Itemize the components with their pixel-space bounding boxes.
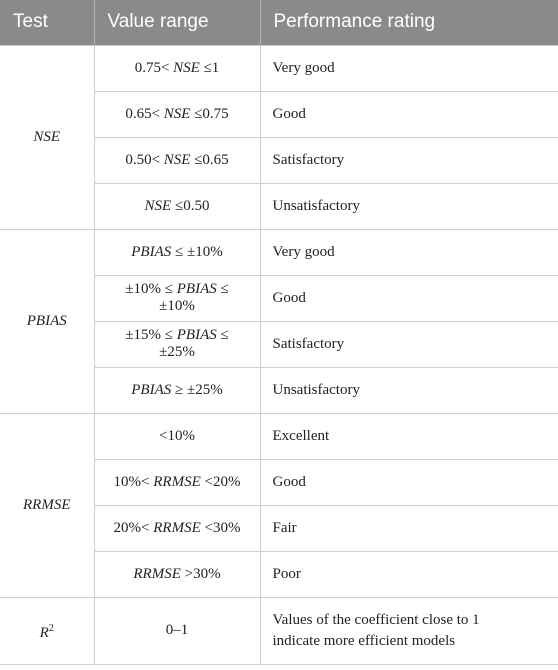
range-prefix: ±15% ≤ — [125, 327, 177, 343]
header-test: Test — [0, 0, 94, 45]
range-metric: PBIAS — [176, 281, 217, 297]
rating-cell: Fair — [260, 505, 558, 551]
rating-cell: Good — [260, 275, 558, 321]
value-range-cell — [94, 551, 260, 597]
range-metric: RRMSE — [153, 473, 201, 490]
rating-cell: Satisfactory — [260, 137, 558, 183]
range-suffix: ≤1 — [199, 59, 220, 76]
value-range-cell — [94, 321, 260, 367]
range-suffix: ≤0.50 — [171, 197, 210, 214]
range-suffix: ≤ ±10% — [171, 243, 223, 260]
range-prefix: ±10% ≤ — [125, 281, 177, 297]
test-cell-nse: NSE — [0, 45, 94, 229]
test-cell-pbias: PBIAS — [0, 229, 94, 413]
test-cell-r2 — [0, 597, 94, 664]
value-range-cell — [94, 413, 260, 459]
range-metric: PBIAS — [131, 381, 172, 398]
value-range-cell — [94, 367, 260, 413]
r2-superscript: 2 — [48, 622, 54, 634]
range-prefix: 0.50< — [125, 151, 164, 168]
range-suffix: >30% — [180, 565, 221, 582]
range-metric: NSE — [144, 197, 172, 214]
range-metric: RRMSE — [153, 519, 201, 536]
rating-cell: Unsatisfactory — [260, 183, 558, 229]
rating-cell: Good — [260, 91, 558, 137]
value-range-cell — [94, 505, 260, 551]
range-prefix: 10%< — [113, 473, 154, 490]
range-suffix: <20% — [200, 473, 241, 490]
rating-line-1: Values of the coefficient close to 1 — [272, 611, 480, 628]
rating-cell: Poor — [260, 551, 558, 597]
test-cell-rrmse: RRMSE — [0, 413, 94, 597]
rating-cell: Satisfactory — [260, 321, 558, 367]
rating-cell: Very good — [260, 229, 558, 275]
table-row — [0, 413, 558, 459]
value-range-cell — [94, 183, 260, 229]
range-metric: RRMSE — [133, 565, 181, 582]
value-range-cell — [94, 459, 260, 505]
range-suffix: ≤0.75 — [190, 105, 229, 122]
header-value-range: Value range — [94, 0, 260, 45]
range-prefix: 0.65< — [125, 105, 164, 122]
range-metric: PBIAS — [176, 327, 217, 343]
range-suffix: ≥ ±25% — [171, 381, 223, 398]
header-performance-rating: Performance rating — [260, 0, 558, 45]
range-metric: NSE — [173, 59, 200, 76]
header-row — [0, 0, 558, 45]
value-range-cell — [94, 229, 260, 275]
table-row — [0, 597, 558, 664]
r2-symbol: R — [39, 624, 49, 641]
rating-cell: Very good — [260, 45, 558, 91]
rating-cell: Excellent — [260, 413, 558, 459]
range-suffix: ≤0.65 — [190, 151, 229, 168]
rating-cell: Unsatisfactory — [260, 367, 558, 413]
value-range-cell — [94, 275, 260, 321]
rating-cell: Good — [260, 459, 558, 505]
table-row — [0, 45, 558, 91]
table-body — [0, 45, 558, 664]
range-metric: PBIAS — [131, 243, 172, 260]
range-suffix: ≤ ±10% — [159, 281, 229, 314]
range-suffix: <30% — [200, 519, 241, 536]
value-range-cell — [94, 45, 260, 91]
value-range-cell — [94, 137, 260, 183]
value-range-cell: 0–1 — [94, 597, 260, 664]
value-range-cell — [94, 91, 260, 137]
range-prefix: <10% — [159, 427, 195, 444]
range-prefix: 20%< — [113, 519, 154, 536]
rating-cell — [260, 597, 558, 664]
range-suffix: ≤ ±25% — [159, 327, 229, 360]
range-metric: NSE — [163, 151, 191, 168]
rating-line-2: indicate more efficient models — [272, 632, 456, 649]
range-metric: NSE — [163, 105, 191, 122]
table-row — [0, 229, 558, 275]
range-prefix: 0.75< — [134, 59, 174, 76]
